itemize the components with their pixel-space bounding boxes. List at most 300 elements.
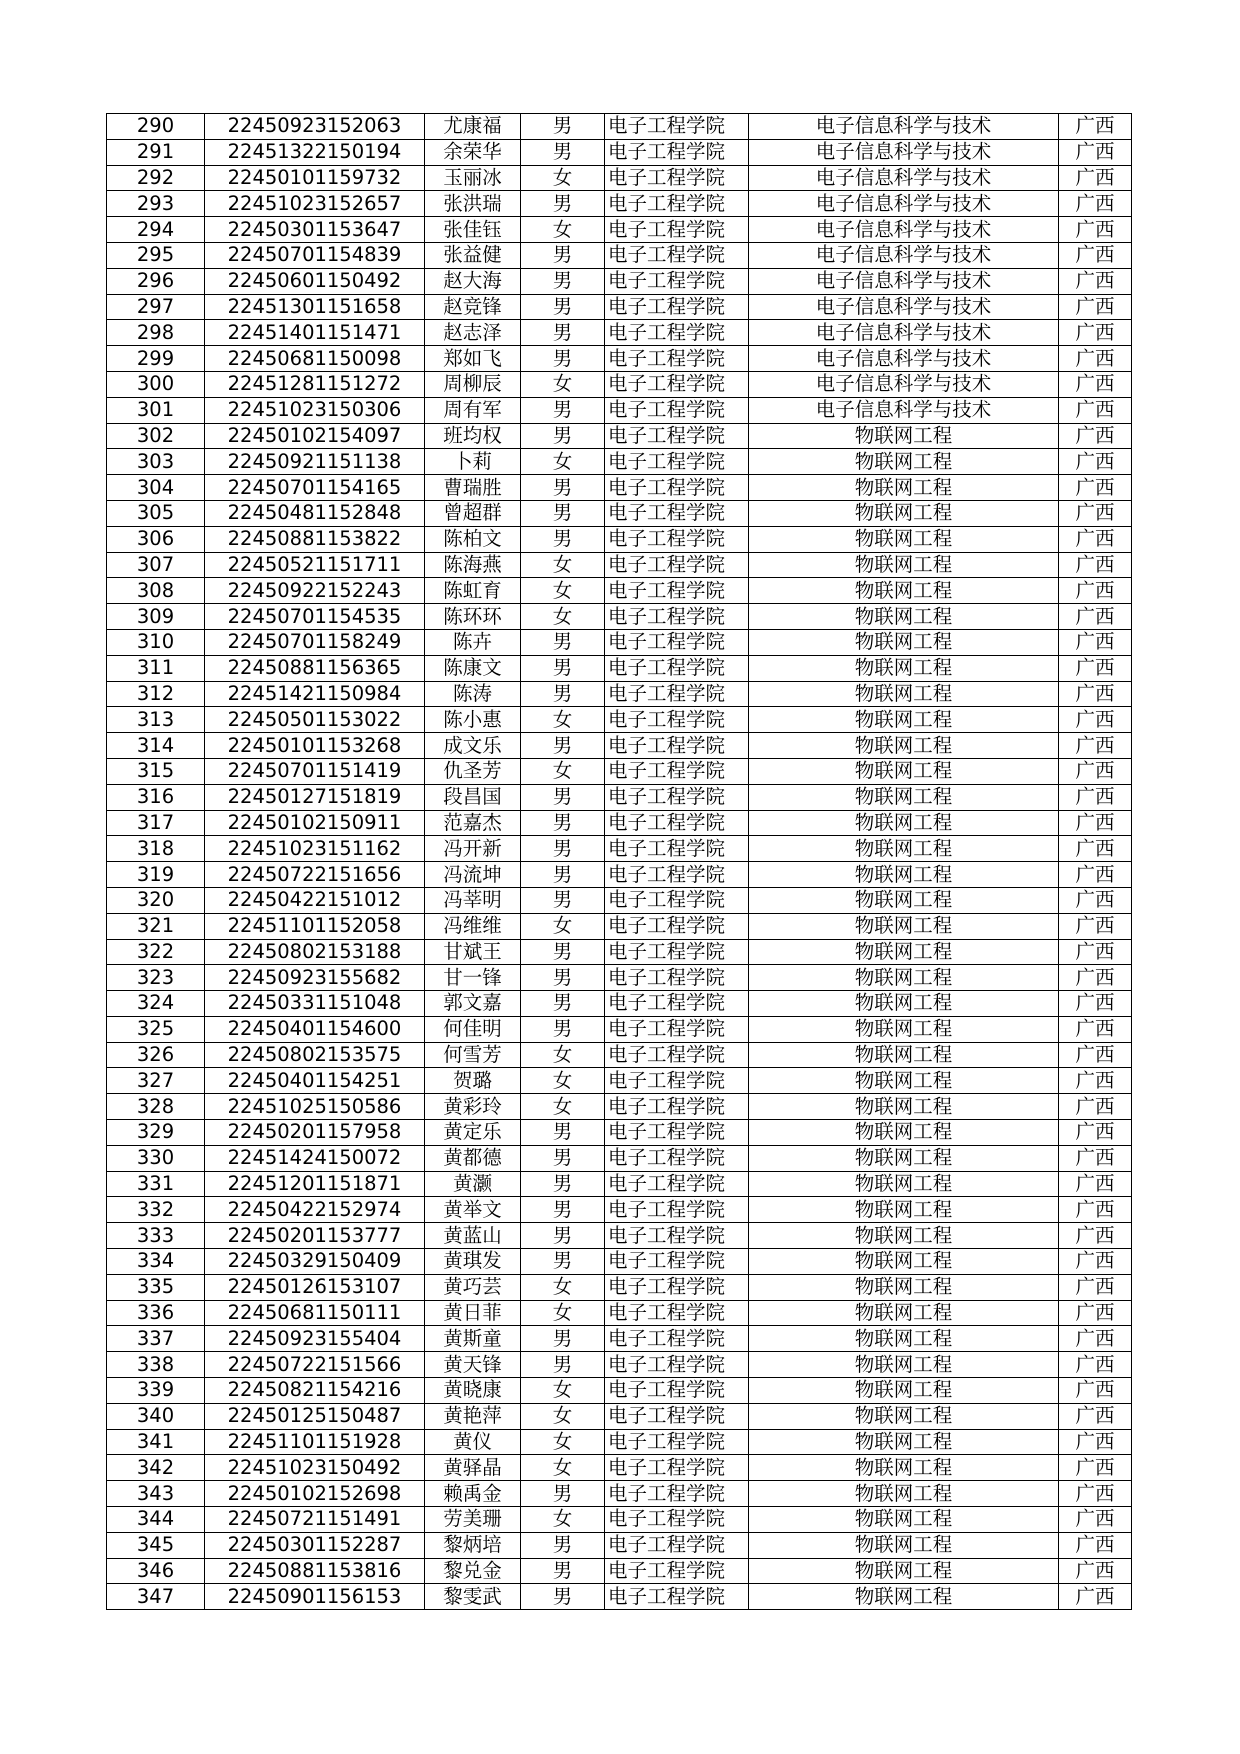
exam-id-cell: 22450701158249 (205, 629, 425, 655)
row-number-cell: 330 (107, 1145, 205, 1171)
college-cell: 电子工程学院 (605, 526, 749, 552)
gender-cell: 女 (521, 371, 605, 397)
exam-id-cell: 22450331151048 (205, 991, 425, 1017)
student-name-cell: 黄定乐 (425, 1120, 521, 1146)
row-number-cell: 338 (107, 1352, 205, 1378)
college-cell: 电子工程学院 (605, 655, 749, 681)
province-cell: 广西 (1059, 1326, 1132, 1352)
major-cell: 物联网工程 (749, 604, 1059, 630)
major-cell: 物联网工程 (749, 862, 1059, 888)
table-row (107, 810, 1132, 836)
table-row (107, 1300, 1132, 1326)
college-cell: 电子工程学院 (605, 1016, 749, 1042)
table-row (107, 1507, 1132, 1533)
exam-id-cell: 22450126153107 (205, 1274, 425, 1300)
table-row (107, 1223, 1132, 1249)
major-cell: 电子信息科学与技术 (749, 397, 1059, 423)
major-cell: 电子信息科学与技术 (749, 320, 1059, 346)
row-number-cell: 345 (107, 1532, 205, 1558)
gender-cell: 男 (521, 733, 605, 759)
major-cell: 物联网工程 (749, 1120, 1059, 1146)
province-cell: 广西 (1059, 346, 1132, 372)
gender-cell: 男 (521, 526, 605, 552)
exam-id-cell: 22450722151566 (205, 1352, 425, 1378)
college-cell: 电子工程学院 (605, 268, 749, 294)
exam-id-cell: 22450102150911 (205, 810, 425, 836)
exam-id-cell: 22450923155682 (205, 965, 425, 991)
student-name-cell: 赖禹金 (425, 1481, 521, 1507)
row-number-cell: 313 (107, 707, 205, 733)
table-row (107, 1584, 1132, 1610)
exam-id-cell: 22451421150984 (205, 681, 425, 707)
major-cell: 物联网工程 (749, 1016, 1059, 1042)
major-cell: 电子信息科学与技术 (749, 294, 1059, 320)
major-cell: 物联网工程 (749, 1326, 1059, 1352)
exam-id-cell: 22451424150072 (205, 1145, 425, 1171)
student-name-cell: 何雪芳 (425, 1042, 521, 1068)
row-number-cell: 293 (107, 191, 205, 217)
exam-id-cell: 22451301151658 (205, 294, 425, 320)
row-number-cell: 294 (107, 217, 205, 243)
college-cell: 电子工程学院 (605, 939, 749, 965)
table-row (107, 681, 1132, 707)
major-cell: 物联网工程 (749, 1197, 1059, 1223)
table-row (107, 268, 1132, 294)
exam-id-cell: 22451023150306 (205, 397, 425, 423)
province-cell: 广西 (1059, 1249, 1132, 1275)
gender-cell: 男 (521, 681, 605, 707)
exam-id-cell: 22450201157958 (205, 1120, 425, 1146)
exam-id-cell: 22450701154535 (205, 604, 425, 630)
province-cell: 广西 (1059, 707, 1132, 733)
province-cell: 广西 (1059, 758, 1132, 784)
table-row (107, 242, 1132, 268)
gender-cell: 女 (521, 1300, 605, 1326)
gender-cell: 女 (521, 1274, 605, 1300)
row-number-cell: 302 (107, 423, 205, 449)
exam-id-cell: 22450201153777 (205, 1223, 425, 1249)
student-name-cell: 赵志泽 (425, 320, 521, 346)
table-row (107, 526, 1132, 552)
table-row (107, 965, 1132, 991)
province-cell: 广西 (1059, 165, 1132, 191)
province-cell: 广西 (1059, 217, 1132, 243)
gender-cell: 男 (521, 939, 605, 965)
row-number-cell: 334 (107, 1249, 205, 1275)
table-row (107, 604, 1132, 630)
college-cell: 电子工程学院 (605, 1403, 749, 1429)
student-name-cell: 张洪瑞 (425, 191, 521, 217)
college-cell: 电子工程学院 (605, 810, 749, 836)
table-row (107, 991, 1132, 1017)
province-cell: 广西 (1059, 1403, 1132, 1429)
student-name-cell: 黄巧芸 (425, 1274, 521, 1300)
table-row (107, 1016, 1132, 1042)
province-cell: 广西 (1059, 1094, 1132, 1120)
table-row (107, 294, 1132, 320)
major-cell: 物联网工程 (749, 629, 1059, 655)
college-cell: 电子工程学院 (605, 500, 749, 526)
college-cell: 电子工程学院 (605, 629, 749, 655)
college-cell: 电子工程学院 (605, 294, 749, 320)
province-cell: 广西 (1059, 423, 1132, 449)
province-cell: 广西 (1059, 810, 1132, 836)
table-row (107, 784, 1132, 810)
college-cell: 电子工程学院 (605, 991, 749, 1017)
row-number-cell: 326 (107, 1042, 205, 1068)
major-cell: 物联网工程 (749, 1171, 1059, 1197)
province-cell: 广西 (1059, 1429, 1132, 1455)
student-name-cell: 班均权 (425, 423, 521, 449)
row-number-cell: 299 (107, 346, 205, 372)
exam-id-cell: 22450701154839 (205, 242, 425, 268)
major-cell: 电子信息科学与技术 (749, 139, 1059, 165)
province-cell: 广西 (1059, 1558, 1132, 1584)
province-cell: 广西 (1059, 1145, 1132, 1171)
row-number-cell: 340 (107, 1403, 205, 1429)
province-cell: 广西 (1059, 1068, 1132, 1094)
row-number-cell: 316 (107, 784, 205, 810)
province-cell: 广西 (1059, 629, 1132, 655)
gender-cell: 女 (521, 1378, 605, 1404)
student-name-cell: 陈小惠 (425, 707, 521, 733)
college-cell: 电子工程学院 (605, 1171, 749, 1197)
student-name-cell: 冯维维 (425, 913, 521, 939)
exam-id-cell: 22450601150492 (205, 268, 425, 294)
college-cell: 电子工程学院 (605, 733, 749, 759)
gender-cell: 男 (521, 1326, 605, 1352)
student-name-cell: 范嘉杰 (425, 810, 521, 836)
gender-cell: 男 (521, 475, 605, 501)
province-cell: 广西 (1059, 784, 1132, 810)
province-cell: 广西 (1059, 139, 1132, 165)
province-cell: 广西 (1059, 965, 1132, 991)
major-cell: 电子信息科学与技术 (749, 217, 1059, 243)
province-cell: 广西 (1059, 268, 1132, 294)
row-number-cell: 320 (107, 887, 205, 913)
gender-cell: 男 (521, 139, 605, 165)
table-row (107, 758, 1132, 784)
college-cell: 电子工程学院 (605, 346, 749, 372)
province-cell: 广西 (1059, 1120, 1132, 1146)
table-row (107, 887, 1132, 913)
row-number-cell: 295 (107, 242, 205, 268)
major-cell: 物联网工程 (749, 526, 1059, 552)
exam-id-cell: 22450481152848 (205, 500, 425, 526)
major-cell: 物联网工程 (749, 836, 1059, 862)
row-number-cell: 329 (107, 1120, 205, 1146)
gender-cell: 女 (521, 165, 605, 191)
student-name-cell: 黄天锋 (425, 1352, 521, 1378)
student-name-cell: 劳美珊 (425, 1507, 521, 1533)
college-cell: 电子工程学院 (605, 1481, 749, 1507)
college-cell: 电子工程学院 (605, 1274, 749, 1300)
college-cell: 电子工程学院 (605, 784, 749, 810)
province-cell: 广西 (1059, 1532, 1132, 1558)
table-row (107, 1326, 1132, 1352)
student-name-cell: 黄驿晶 (425, 1455, 521, 1481)
college-cell: 电子工程学院 (605, 707, 749, 733)
college-cell: 电子工程学院 (605, 217, 749, 243)
row-number-cell: 311 (107, 655, 205, 681)
exam-id-cell: 22451401151471 (205, 320, 425, 346)
major-cell: 物联网工程 (749, 758, 1059, 784)
row-number-cell: 292 (107, 165, 205, 191)
student-name-cell: 赵竞锋 (425, 294, 521, 320)
student-roster-table (106, 113, 1131, 1610)
college-cell: 电子工程学院 (605, 423, 749, 449)
college-cell: 电子工程学院 (605, 604, 749, 630)
province-cell: 广西 (1059, 1197, 1132, 1223)
major-cell: 物联网工程 (749, 1532, 1059, 1558)
major-cell: 物联网工程 (749, 578, 1059, 604)
gender-cell: 女 (521, 758, 605, 784)
student-name-cell: 郑如飞 (425, 346, 521, 372)
college-cell: 电子工程学院 (605, 449, 749, 475)
college-cell: 电子工程学院 (605, 758, 749, 784)
table-row (107, 733, 1132, 759)
gender-cell: 男 (521, 1145, 605, 1171)
row-number-cell: 290 (107, 114, 205, 140)
major-cell: 物联网工程 (749, 991, 1059, 1017)
college-cell: 电子工程学院 (605, 1094, 749, 1120)
gender-cell: 男 (521, 965, 605, 991)
exam-id-cell: 22450101159732 (205, 165, 425, 191)
student-name-cell: 周柳辰 (425, 371, 521, 397)
student-name-cell: 黄彩玲 (425, 1094, 521, 1120)
exam-id-cell: 22450881153822 (205, 526, 425, 552)
student-name-cell: 冯开新 (425, 836, 521, 862)
major-cell: 物联网工程 (749, 1558, 1059, 1584)
exam-id-cell: 22450125150487 (205, 1403, 425, 1429)
exam-id-cell: 22450422152974 (205, 1197, 425, 1223)
exam-id-cell: 22450127151819 (205, 784, 425, 810)
college-cell: 电子工程学院 (605, 114, 749, 140)
student-name-cell: 郭文嘉 (425, 991, 521, 1017)
gender-cell: 男 (521, 836, 605, 862)
gender-cell: 男 (521, 1481, 605, 1507)
gender-cell: 女 (521, 1042, 605, 1068)
major-cell: 物联网工程 (749, 965, 1059, 991)
gender-cell: 男 (521, 1532, 605, 1558)
table-row (107, 217, 1132, 243)
row-number-cell: 339 (107, 1378, 205, 1404)
row-number-cell: 346 (107, 1558, 205, 1584)
row-number-cell: 297 (107, 294, 205, 320)
gender-cell: 男 (521, 629, 605, 655)
major-cell: 电子信息科学与技术 (749, 242, 1059, 268)
gender-cell: 男 (521, 346, 605, 372)
table-row (107, 655, 1132, 681)
table-row (107, 1274, 1132, 1300)
row-number-cell: 327 (107, 1068, 205, 1094)
student-name-cell: 陈环环 (425, 604, 521, 630)
row-number-cell: 318 (107, 836, 205, 862)
table-row (107, 475, 1132, 501)
major-cell: 物联网工程 (749, 423, 1059, 449)
row-number-cell: 303 (107, 449, 205, 475)
row-number-cell: 328 (107, 1094, 205, 1120)
college-cell: 电子工程学院 (605, 1197, 749, 1223)
major-cell: 物联网工程 (749, 1223, 1059, 1249)
row-number-cell: 333 (107, 1223, 205, 1249)
table-row (107, 423, 1132, 449)
major-cell: 物联网工程 (749, 1352, 1059, 1378)
row-number-cell: 301 (107, 397, 205, 423)
table-row (107, 836, 1132, 862)
exam-id-cell: 22450802153575 (205, 1042, 425, 1068)
table-row (107, 1378, 1132, 1404)
gender-cell: 男 (521, 294, 605, 320)
gender-cell: 女 (521, 604, 605, 630)
student-name-cell: 仇圣芳 (425, 758, 521, 784)
college-cell: 电子工程学院 (605, 1145, 749, 1171)
major-cell: 物联网工程 (749, 1145, 1059, 1171)
exam-id-cell: 22450721151491 (205, 1507, 425, 1533)
student-name-cell: 卜莉 (425, 449, 521, 475)
province-cell: 广西 (1059, 604, 1132, 630)
college-cell: 电子工程学院 (605, 1532, 749, 1558)
gender-cell: 男 (521, 397, 605, 423)
province-cell: 广西 (1059, 1378, 1132, 1404)
major-cell: 电子信息科学与技术 (749, 191, 1059, 217)
major-cell: 物联网工程 (749, 1584, 1059, 1610)
gender-cell: 男 (521, 320, 605, 346)
gender-cell: 男 (521, 1352, 605, 1378)
row-number-cell: 343 (107, 1481, 205, 1507)
student-name-cell: 黄蓝山 (425, 1223, 521, 1249)
row-number-cell: 300 (107, 371, 205, 397)
college-cell: 电子工程学院 (605, 1249, 749, 1275)
province-cell: 广西 (1059, 655, 1132, 681)
row-number-cell: 319 (107, 862, 205, 888)
province-cell: 广西 (1059, 371, 1132, 397)
province-cell: 广西 (1059, 114, 1132, 140)
student-name-cell: 张益健 (425, 242, 521, 268)
gender-cell: 女 (521, 1068, 605, 1094)
student-name-cell: 甘一锋 (425, 965, 521, 991)
row-number-cell: 336 (107, 1300, 205, 1326)
major-cell: 物联网工程 (749, 784, 1059, 810)
student-name-cell: 陈卉 (425, 629, 521, 655)
gender-cell: 男 (521, 1120, 605, 1146)
student-name-cell: 陈虹育 (425, 578, 521, 604)
exam-id-cell: 22451101152058 (205, 913, 425, 939)
exam-id-cell: 22451023150492 (205, 1455, 425, 1481)
row-number-cell: 314 (107, 733, 205, 759)
college-cell: 电子工程学院 (605, 578, 749, 604)
student-name-cell: 黎兑金 (425, 1558, 521, 1584)
major-cell: 物联网工程 (749, 449, 1059, 475)
table-row (107, 397, 1132, 423)
table-row (107, 1068, 1132, 1094)
province-cell: 广西 (1059, 320, 1132, 346)
major-cell: 物联网工程 (749, 1378, 1059, 1404)
gender-cell: 女 (521, 449, 605, 475)
gender-cell: 男 (521, 1171, 605, 1197)
gender-cell: 男 (521, 500, 605, 526)
table-row (107, 320, 1132, 346)
exam-id-cell: 22450701151419 (205, 758, 425, 784)
exam-id-cell: 22450722151656 (205, 862, 425, 888)
exam-id-cell: 22450821154216 (205, 1378, 425, 1404)
province-cell: 广西 (1059, 191, 1132, 217)
student-name-cell: 冯莘明 (425, 887, 521, 913)
table-row (107, 1197, 1132, 1223)
table-row (107, 552, 1132, 578)
row-number-cell: 317 (107, 810, 205, 836)
college-cell: 电子工程学院 (605, 862, 749, 888)
gender-cell: 女 (521, 578, 605, 604)
major-cell: 物联网工程 (749, 887, 1059, 913)
table-row (107, 1094, 1132, 1120)
major-cell: 物联网工程 (749, 681, 1059, 707)
college-cell: 电子工程学院 (605, 320, 749, 346)
table-row (107, 1532, 1132, 1558)
province-cell: 广西 (1059, 1584, 1132, 1610)
college-cell: 电子工程学院 (605, 552, 749, 578)
major-cell: 物联网工程 (749, 552, 1059, 578)
gender-cell: 男 (521, 991, 605, 1017)
table-row (107, 1558, 1132, 1584)
exam-id-cell: 22450102154097 (205, 423, 425, 449)
gender-cell: 男 (521, 242, 605, 268)
province-cell: 广西 (1059, 1016, 1132, 1042)
gender-cell: 女 (521, 217, 605, 243)
province-cell: 广西 (1059, 475, 1132, 501)
row-number-cell: 305 (107, 500, 205, 526)
province-cell: 广西 (1059, 449, 1132, 475)
table-body (107, 114, 1132, 1610)
gender-cell: 女 (521, 1403, 605, 1429)
college-cell: 电子工程学院 (605, 1429, 749, 1455)
province-cell: 广西 (1059, 991, 1132, 1017)
exam-id-cell: 22450521151711 (205, 552, 425, 578)
table-row (107, 191, 1132, 217)
student-name-cell: 黄都德 (425, 1145, 521, 1171)
row-number-cell: 337 (107, 1326, 205, 1352)
gender-cell: 男 (521, 1223, 605, 1249)
college-cell: 电子工程学院 (605, 836, 749, 862)
table-row (107, 114, 1132, 140)
exam-id-cell: 22450422151012 (205, 887, 425, 913)
college-cell: 电子工程学院 (605, 397, 749, 423)
row-number-cell: 312 (107, 681, 205, 707)
college-cell: 电子工程学院 (605, 242, 749, 268)
table-row (107, 1042, 1132, 1068)
student-name-cell: 成文乐 (425, 733, 521, 759)
gender-cell: 男 (521, 655, 605, 681)
exam-id-cell: 22451101151928 (205, 1429, 425, 1455)
student-name-cell: 黄艳萍 (425, 1403, 521, 1429)
gender-cell: 男 (521, 1584, 605, 1610)
row-number-cell: 347 (107, 1584, 205, 1610)
major-cell: 物联网工程 (749, 1274, 1059, 1300)
exam-id-cell: 22451322150194 (205, 139, 425, 165)
exam-id-cell: 22450921151138 (205, 449, 425, 475)
student-name-cell: 贺璐 (425, 1068, 521, 1094)
province-cell: 广西 (1059, 1300, 1132, 1326)
exam-id-cell: 22450881156365 (205, 655, 425, 681)
student-name-cell: 黎雯武 (425, 1584, 521, 1610)
college-cell: 电子工程学院 (605, 191, 749, 217)
table-row (107, 939, 1132, 965)
row-number-cell: 298 (107, 320, 205, 346)
major-cell: 物联网工程 (749, 655, 1059, 681)
table-row (107, 1429, 1132, 1455)
province-cell: 广西 (1059, 733, 1132, 759)
exam-id-cell: 22450901156153 (205, 1584, 425, 1610)
